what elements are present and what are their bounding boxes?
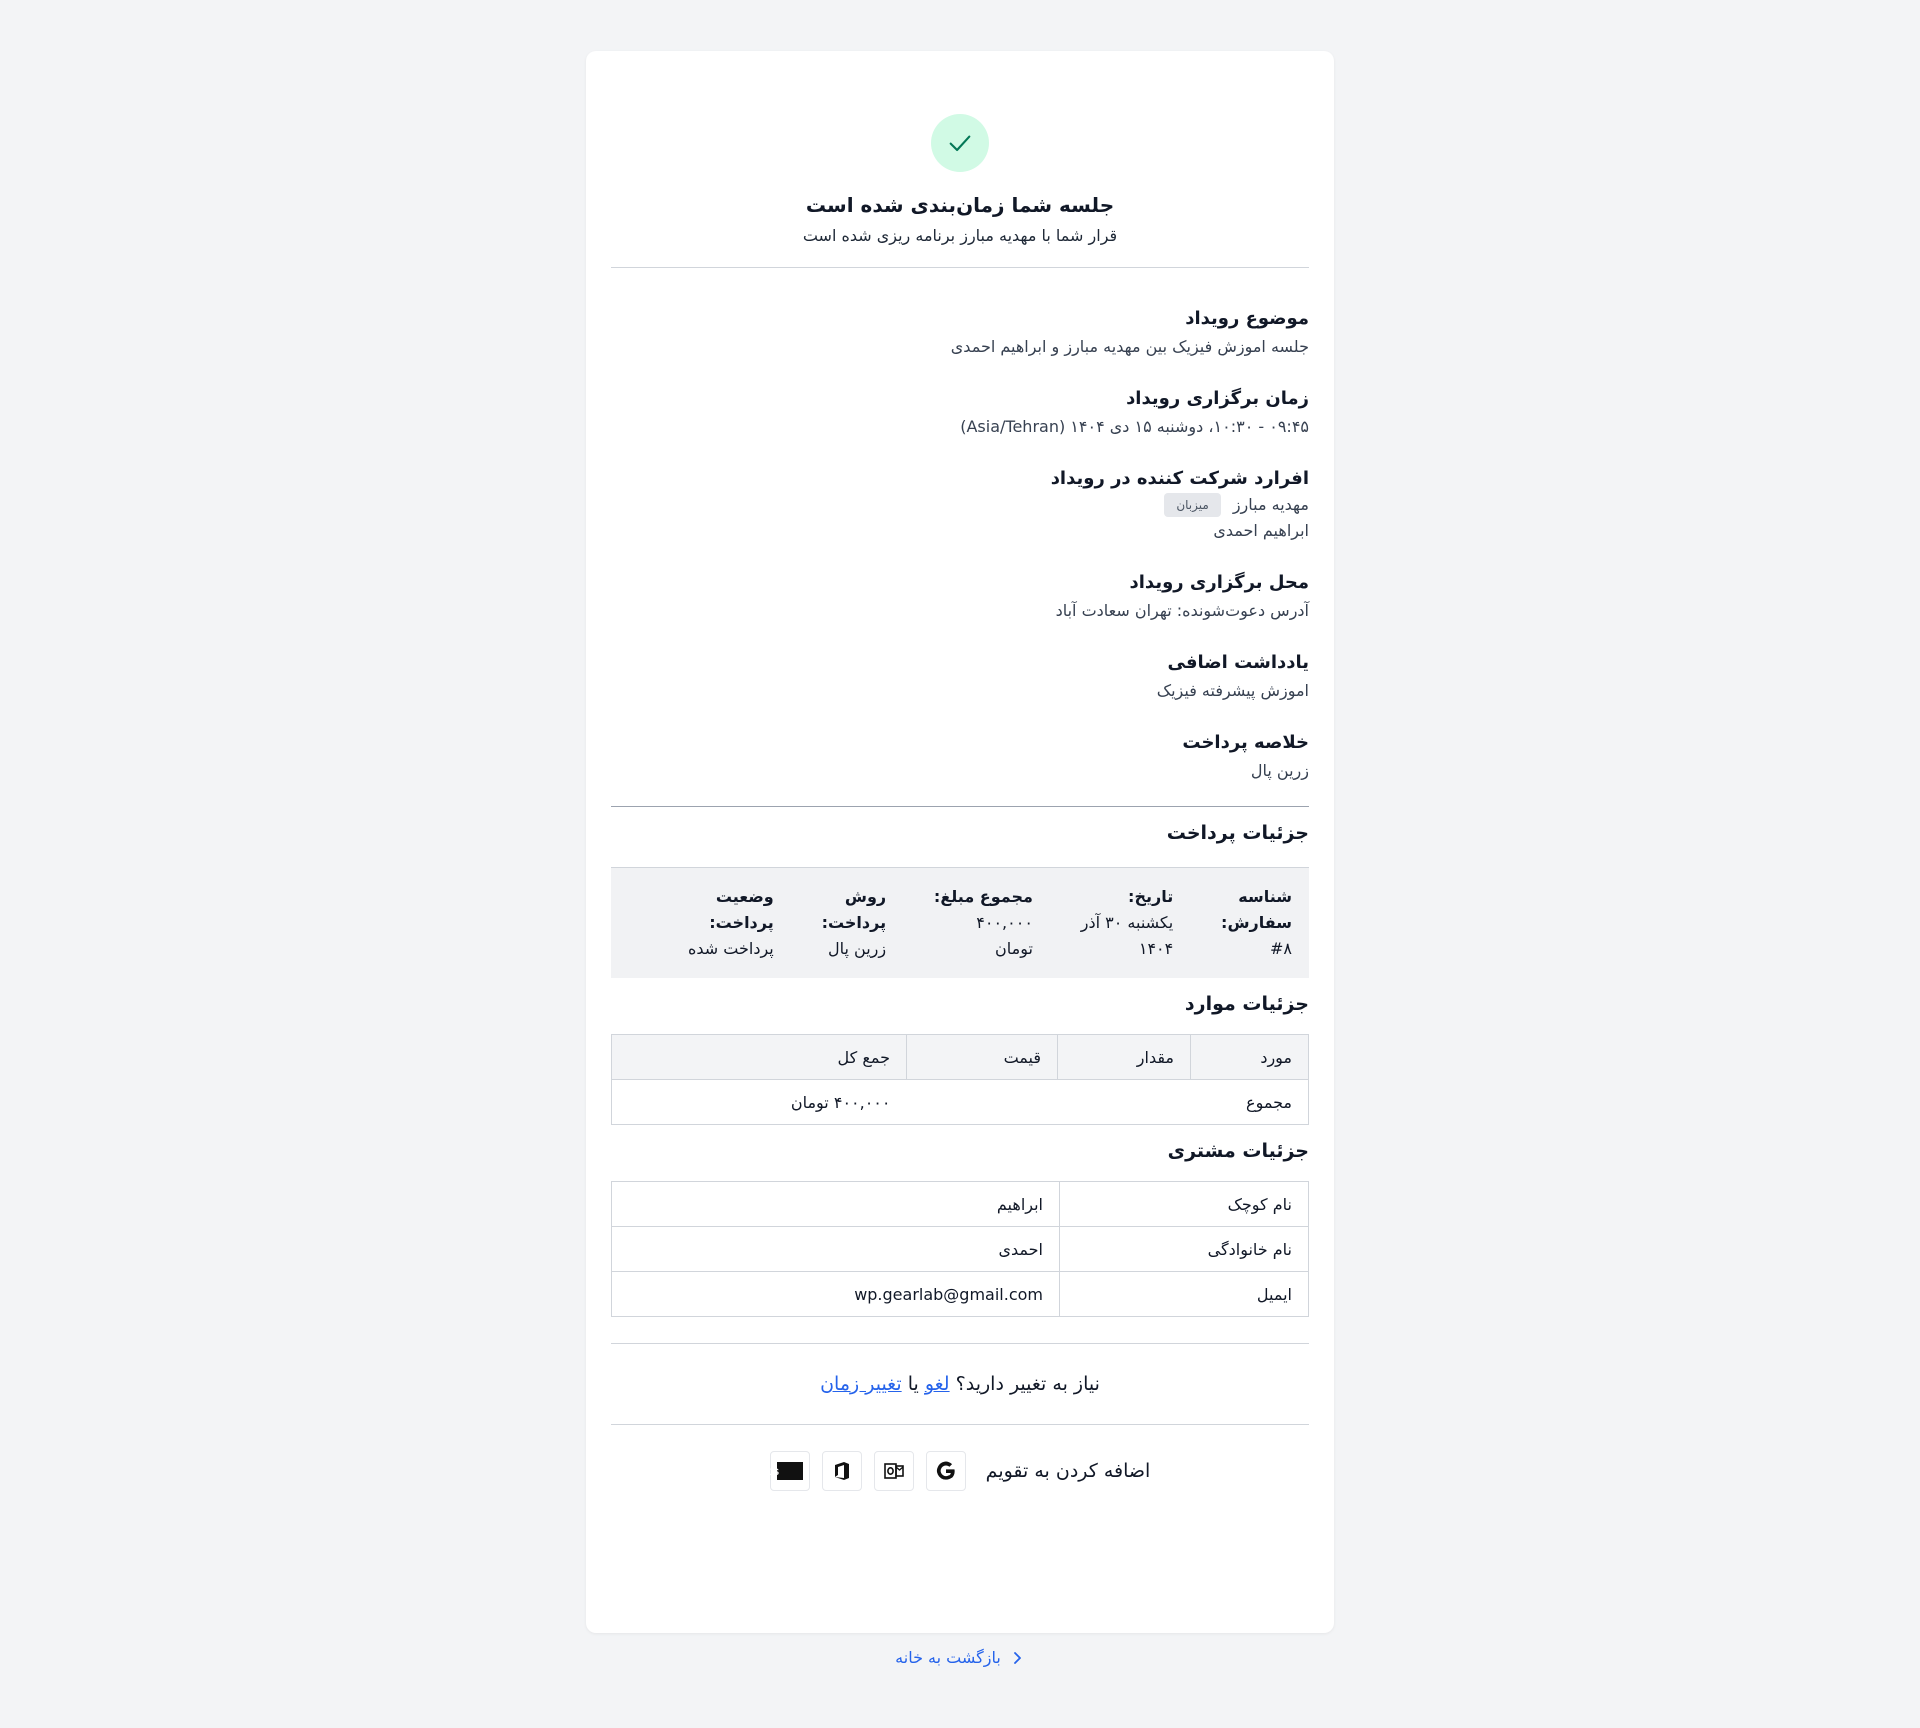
- location-value: آدرس دعوت‌شونده: تهران سعادت آباد: [1055, 601, 1309, 620]
- outlook-calendar-button[interactable]: [874, 1451, 914, 1491]
- divider: [611, 1343, 1309, 1344]
- order-id-label-2: سفارش:: [1221, 913, 1292, 932]
- cancel-link[interactable]: لغو: [924, 1373, 950, 1395]
- status-col: [688, 884, 774, 962]
- back-home-label: بازگشت به خانه: [895, 1648, 1001, 1667]
- items-table: [611, 1034, 1309, 1125]
- attendees-section: [611, 466, 1309, 544]
- office365-calendar-button[interactable]: [822, 1451, 862, 1491]
- customer-label: نام کوچک: [1060, 1182, 1309, 1227]
- google-icon: [933, 1458, 959, 1484]
- ics-icon-text: ICS: [763, 1467, 779, 1477]
- ics-download-button[interactable]: [763, 1451, 810, 1491]
- customer-label: ایمیل: [1060, 1272, 1309, 1317]
- attendee-host: [611, 492, 1309, 518]
- total-value: ۴۰۰,۰۰۰ تومان: [612, 1080, 907, 1125]
- ics-icon: [763, 1458, 804, 1484]
- items-details-title: جزئیات موارد: [1184, 993, 1309, 1015]
- order-id-label-1: شناسه: [1238, 887, 1292, 906]
- customer-value: wp.gearlab@gmail.com: [612, 1272, 1060, 1317]
- payment-details-title: جزئیات پرداخت: [1166, 822, 1309, 844]
- payment-summary-label: خلاصه پرداخت: [1182, 732, 1309, 753]
- customer-value: ابراهیم: [612, 1182, 1060, 1227]
- location-section: [611, 570, 1309, 624]
- status-label-1: وضعیت: [715, 887, 774, 906]
- amount-label: مجموع مبلغ:: [933, 887, 1033, 906]
- table-header: مورد: [1191, 1035, 1309, 1080]
- event-subject-label: موضوع رویداد: [1185, 308, 1309, 329]
- change-question: نیاز به تغییر دارید؟: [955, 1373, 1100, 1395]
- reschedule-link[interactable]: تغییر زمان: [820, 1373, 902, 1395]
- divider: [611, 1424, 1309, 1425]
- amount-value-1: ۴۰۰,۰۰۰: [976, 913, 1033, 932]
- table-header: قیمت: [907, 1035, 1058, 1080]
- add-to-calendar-row: [611, 1451, 1309, 1491]
- amount-col: [934, 884, 1033, 962]
- event-subject-value: جلسه اموزش فیزیک بین مهدیه مبارز و ابراهیم احمدی: [950, 337, 1309, 356]
- google-calendar-button[interactable]: [926, 1451, 966, 1491]
- location-label: محل برگزاری رویداد: [1129, 572, 1309, 593]
- event-time-section: [611, 386, 1309, 440]
- customer-value: احمدی: [612, 1227, 1060, 1272]
- order-id-value: #۸: [1270, 939, 1292, 958]
- notes-section: [611, 650, 1309, 704]
- method-label-1: روش: [844, 887, 887, 906]
- method-value: زرین پال: [827, 939, 887, 958]
- payment-details-box: [611, 867, 1309, 978]
- status-label-2: پرداخت:: [709, 913, 774, 932]
- method-label-2: پرداخت:: [821, 913, 887, 932]
- host-name: مهدیه مبارز: [1232, 495, 1309, 514]
- host-badge: میزبان: [1164, 493, 1220, 517]
- attendee-guest: [611, 518, 1309, 544]
- table-row: [612, 1272, 1309, 1317]
- add-to-calendar-label: اضافه کردن به تقویم: [985, 1460, 1151, 1482]
- chevron-right-icon: [1009, 1650, 1025, 1666]
- date-col: [1081, 884, 1173, 962]
- event-time-value: ۰۹:۴۵ - ۱۰:۳۰، دوشنبه ۱۵ دی ۱۴۰۴ (Asia/Tehran): [960, 417, 1309, 436]
- table-row: [612, 1080, 1309, 1125]
- event-time-label: زمان برگزاری رویداد: [1126, 388, 1309, 409]
- customer-table: [611, 1181, 1309, 1317]
- customer-label: نام خانوادگی: [1060, 1227, 1309, 1272]
- back-home-link[interactable]: [0, 1648, 1920, 1667]
- page-subtitle: قرار شما با مهدیه مبارز برنامه ریزی شده است: [802, 226, 1118, 245]
- change-or: یا: [907, 1373, 919, 1395]
- date-value-2: ۱۴۰۴: [1138, 939, 1174, 958]
- customer-details-title: جزئیات مشتری: [1167, 1140, 1309, 1162]
- table-header: جمع کل: [612, 1035, 907, 1080]
- attendees-label: افرارد شرکت کننده در رویداد: [1050, 468, 1309, 489]
- payment-summary-value: زرین پال: [1250, 761, 1309, 780]
- total-label: مجموع: [907, 1080, 1309, 1125]
- event-subject-section: [611, 306, 1309, 360]
- table-header-row: [612, 1035, 1309, 1080]
- confirmation-card: [586, 51, 1334, 1633]
- divider: [611, 267, 1309, 268]
- page-title: جلسه شما زمان‌بندی شده است: [805, 193, 1115, 217]
- change-prompt: [611, 1370, 1309, 1398]
- status-value: پرداخت شده: [688, 939, 774, 958]
- outlook-icon: [882, 1459, 906, 1483]
- notes-label: یادداشت اضافی: [1167, 652, 1309, 673]
- divider: [611, 806, 1309, 807]
- table-header: مقدار: [1058, 1035, 1191, 1080]
- success-check-icon: [931, 114, 989, 172]
- table-row: [612, 1227, 1309, 1272]
- order-id-col: [1221, 884, 1292, 962]
- payment-summary-section: [611, 730, 1309, 784]
- method-col: [822, 884, 887, 962]
- table-row: [612, 1182, 1309, 1227]
- date-label: تاریخ:: [1128, 887, 1174, 906]
- amount-value-2: تومان: [995, 939, 1033, 958]
- office-icon: [830, 1459, 854, 1483]
- guest-name: ابراهیم احمدی: [1213, 521, 1309, 540]
- notes-value: اموزش پیشرفته فیزیک: [1156, 681, 1309, 700]
- date-value-1: یکشنبه ۳۰ آذر: [1080, 913, 1174, 932]
